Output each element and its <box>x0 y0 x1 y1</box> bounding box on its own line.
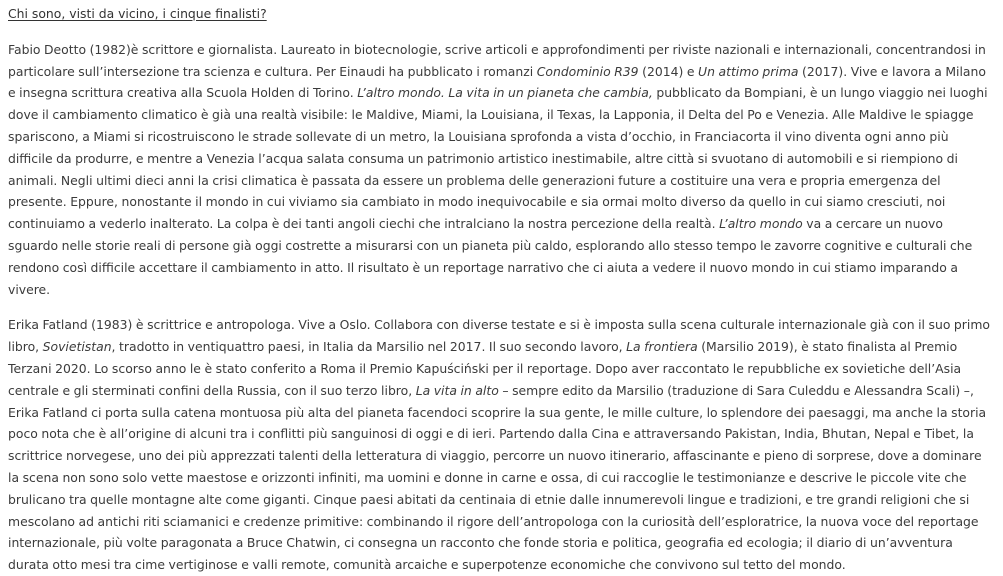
text-segment: Fabio Deotto (1982)è scrittore e giornalista. Laureato in biotecnologie, scrive articoli e approfondimenti per riviste nazionali e internazionali, concentrandosi in particolare sull’intersezione tra scienza e cultura. Per Einaudi ha pubblicato i romanzi <box>8 41 986 79</box>
book-title-la-frontiera: La frontiera <box>626 339 698 355</box>
section-heading-link[interactable]: Chi sono, visti da vicino, i cinque finalisti? <box>8 6 267 21</box>
article <box>8 3 995 576</box>
finalist-paragraph-fatland <box>8 314 995 576</box>
book-title-altro-mondo: L’altro mondo <box>719 216 803 232</box>
text-segment: , tradotto in ventiquattro paesi, in Italia da Marsilio nel 2017. Il suo secondo lavoro, <box>111 339 627 355</box>
text-segment: (2014) e <box>638 63 699 79</box>
text-segment: pubblicato da Bompiani, è un lungo viaggio nei luoghi dove il cambiamento climatico è già una realtà visibile: le Maldive, Miami, la Louisiana, il Texas, la Lapponia, il Delta del Po e Venezia. Alle Maldive le spiagge spariscono, a Miami si ricostruiscono le strade sollevate di un metro, la Louisiana sprofonda a vista d’occhio, in Franciacorta il vino diventa ogni anno più difficile da produrre, e mentre a Venezia l’acqua salata consuma un patrimonio artistico inestimabile, altre città si svuotano di automobili e si riempiono di animali. Negli ultimi dieci anni la crisi climatica è passata da essere un problema delle generazioni future a costituire una vera e propria emergenza del presente. Eppure, nonostante il mondo in cui viviamo sia cambiato in modo inequivocabile e sia ormai molto diverso da quello in cui siamo cresciuti, noi continuiamo a vederlo inalterato. La colpa è dei tanti angoli ciechi che intralciano la nostra percezione della realtà. <box>8 85 988 232</box>
text-segment: Erika Fatland (1983) è scrittrice e antropologa. Vive a Oslo. Collabora con diverse testate e si è imposta sulla scena culturale internazionale già con il suo primo libro, <box>8 317 990 355</box>
text-segment: va a cercare un nuovo sguardo nelle storie reali di persone già oggi costrette a misurarsi con un pianeta più caldo, esplorando allo stesso tempo le zavorre cognitive e culturali che rendono così difficile accettare il cambiamento in atto. Il risultato è un reportage narrativo che ci aiuta a vedere il nuovo mondo in cui stiamo imparando a vivere. <box>8 216 973 297</box>
book-title-sovietistan: Sovietistan <box>42 339 112 355</box>
text-segment: (Marsilio 2019), è stato finalista al Premio Terzani 2020. Lo scorso anno le è stato conferito a Roma il Premio Kapuściński per il reportage. Dopo aver raccontato le repubbliche ex sovietiche dell’Asia centrale e gli sterminati confini della Russia, con il suo terzo libro, <box>8 339 962 398</box>
text-segment: (2017). Vive e lavora a Milano e insegna scrittura creativa alla Scuola Holden di Torino. <box>8 63 986 101</box>
book-title-condominio: Condominio R39 <box>536 63 639 79</box>
book-title-vita-in-alto: La vita in alto <box>415 382 499 398</box>
text-segment: – sempre edito da Marsilio (traduzione di Sara Culeddu e Alessandra Scali) –, Erika Fatland ci porta sulla catena montuosa più alta del pianeta facendoci scoprire la sua gente, le mille culture, lo splendore dei paesaggi, ma anche la storia poco nota che è all’origine di alcuni tra i conflitti più sanguinosi di oggi e di ieri. Partendo dalla Cina e attraversando Pakistan, India, Bhutan, Nepal e Tibet, la scrittrice norvegese, uno dei più apprezzati talenti della letteratura di viaggio, percorre un nuovo itinerario, affascinante e pieno di sorprese, dove a dominare la scena non sono solo vette maestose e orizzonti infiniti, ma uomini e donne in carne e ossa, di cui raccoglie le testimonianze e descrive le piccole vite che brulicano tra quelle montagne alte come giganti. Cinque paesi abitati da centinaia di etnie dalle innumerevoli lingue e tradizioni, e tre grandi religioni che si mescolano ad antichi riti sciamanici e credenze primitive: combinando il rigore dell’antropologa con la curiosità dell’esploratrice, la nuova voce del reportage internazionale, più volte paragonata a Bruce Chatwin, ci consegna un racconto che fonde storia e politica, geografia ed ecologia; il diario di un’avventura durata otto mesi tra cime vertiginose e valli remote, comunità arcaiche e superpotenze economiche che convivono sul tetto del mondo. <box>8 382 987 573</box>
book-title-attimo-prima: Un attimo prima <box>698 63 799 79</box>
finalist-paragraph-deotto <box>8 39 995 301</box>
book-title-altro-mondo-full: L’altro mondo. La vita in un pianeta che cambia, <box>357 85 653 101</box>
